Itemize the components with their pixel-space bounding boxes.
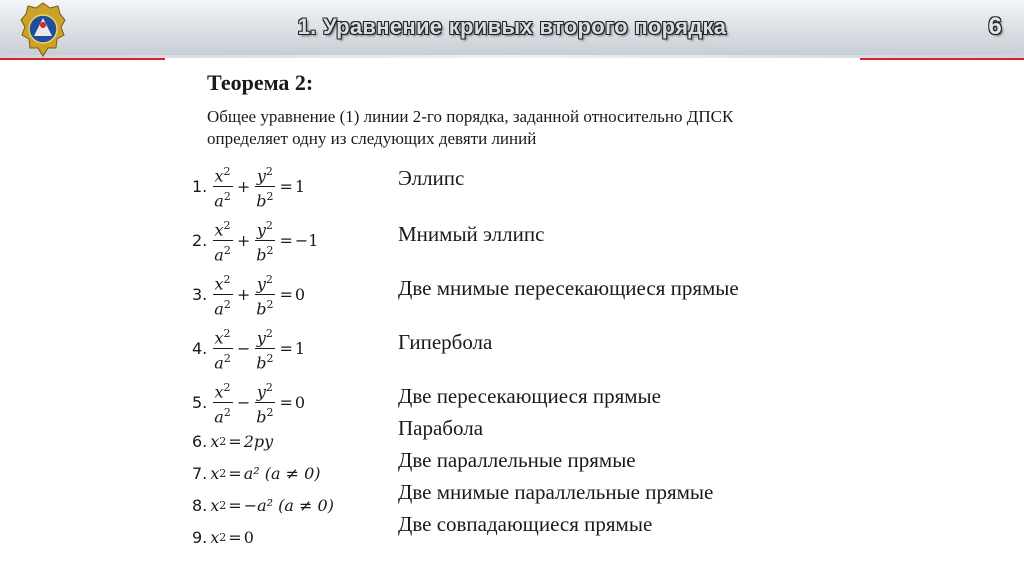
formula-condition: (a ≠ 0)	[264, 464, 321, 483]
formula-3: 3. $\frac{x^2}{a^2}$ + $\frac{y^2}{b^2}$ = 0	[192, 270, 305, 320]
formula-number: 4.	[192, 339, 208, 359]
formula-rhs: −1	[294, 231, 319, 251]
formula-number: 2.	[192, 231, 208, 251]
theorem-statement-line2: определяет одну из следующих девяти линий	[207, 129, 537, 148]
formula-rhs: 0	[294, 285, 306, 305]
header-accent-line-right	[860, 58, 1024, 60]
formula-rhs: a²	[243, 464, 260, 483]
formula-number: 7.	[192, 464, 208, 483]
curve-name-7: Две параллельные прямые	[398, 448, 636, 472]
slide-title: 1. Уравнение кривых второго порядка	[297, 14, 727, 39]
formula-sign: −	[236, 393, 251, 413]
formula-number: 6.	[192, 432, 208, 451]
formula-condition: (a ≠ 0)	[278, 496, 334, 515]
formula-number: 8.	[192, 496, 208, 515]
page-number: 6	[988, 13, 1002, 40]
formula-sign: +	[236, 177, 251, 197]
formula-5: 5. $\frac{x^2}{a^2}$ − $\frac{y^2}{b^2}$ = 0	[192, 378, 305, 428]
formula-number: 3.	[192, 285, 208, 305]
formula-sign: +	[236, 285, 251, 305]
formula-rhs: 0	[294, 393, 306, 413]
formula-number: 5.	[192, 393, 208, 413]
theorem-statement	[207, 106, 847, 150]
header-accent-line-left	[0, 58, 165, 60]
curve-name-5: Две пересекающиеся прямые	[398, 384, 661, 408]
formula-6: 6. x 2 = 2py	[192, 432, 274, 451]
curve-name-2: Мнимый эллипс	[398, 222, 545, 246]
formula-rhs: 2py	[243, 432, 274, 451]
theorem-statement-line1: Общее уравнение (1) линии 2-го порядка, заданной относительно ДПСК	[207, 107, 734, 126]
formula-rhs: −a²	[243, 496, 274, 515]
curve-name-1: Эллипс	[398, 166, 465, 190]
formula-rhs: 1	[294, 339, 306, 359]
formula-4: 4. $\frac{x^2}{a^2}$ − $\frac{y^2}{b^2}$ = 1	[192, 324, 305, 374]
formula-8: 8. x 2 = −a² (a ≠ 0)	[192, 496, 334, 515]
formula-7: 7. x 2 = a² (a ≠ 0)	[192, 464, 321, 483]
formula-9: 9. x 2 = 0	[192, 528, 254, 547]
curve-name-8: Две мнимые параллельные прямые	[398, 480, 714, 504]
formula-rhs: 1	[294, 177, 306, 197]
curve-name-6: Парабола	[398, 416, 484, 440]
formula-rhs: 0	[243, 528, 254, 547]
curve-name-9: Две совпадающиеся прямые	[398, 512, 653, 536]
formula-sign: +	[236, 231, 251, 251]
formula-1: 1. $\frac{x^2}{a^2}$ + $\frac{y^2}{b^2}$ = 1	[192, 162, 305, 212]
formula-number: 1.	[192, 177, 208, 197]
formula-2: 2. $\frac{x^2}{a^2}$ + $\frac{y^2}{b^2}$ = −1	[192, 216, 318, 266]
theorem-title: Теорема 2:	[207, 70, 314, 95]
formula-sign: −	[236, 339, 251, 359]
curve-name-3: Две мнимые пересекающиеся прямые	[398, 276, 739, 300]
curve-name-4: Гипербола	[398, 330, 493, 354]
formula-number: 9.	[192, 528, 208, 547]
